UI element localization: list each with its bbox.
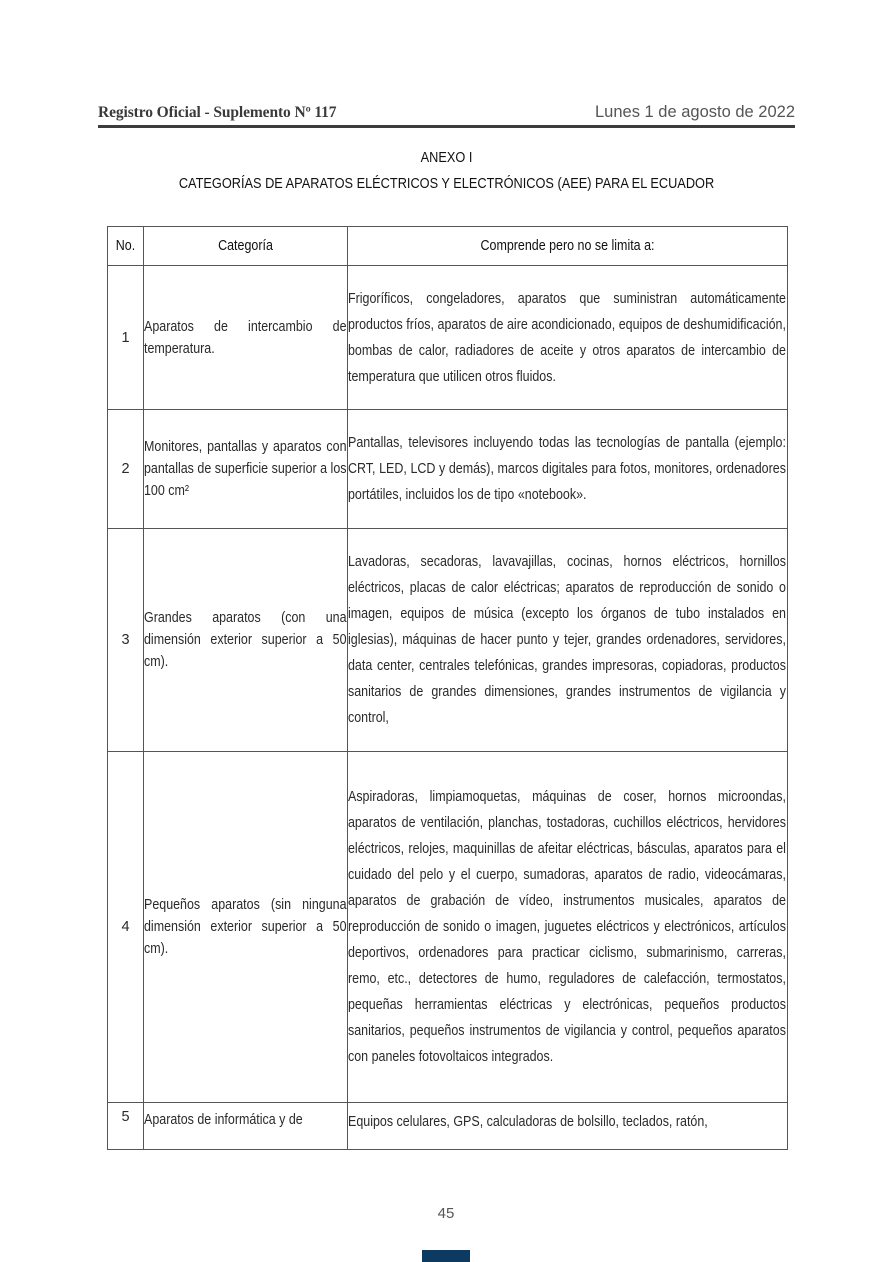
categories-table <box>107 226 788 1150</box>
page-number: 45 <box>437 1205 455 1222</box>
row-description: Aspiradoras, limpiamoquetas, máquinas de coser, hornos microondas, aparatos de ventilación, planchas, tostadoras, cuchillos eléctricos, hervidores eléctricos, relojes, maquinillas de afeitar eléctricas, básculas, aparatos para el cuidado del pelo y el cuerpo, sumadoras, aparatos de radio, videocámaras, aparatos de grabación de vídeo, instrumentos musicales, aparatos de reproducción de sonido o imagen, juguetes eléctricos y electrónicos, artículos deportivos, ordenadores para practicar ciclismo, submarinismo, carreras, remo, etc., detectores de humo, reguladores de calefacción, termostatos, pequeñas herramientas eléctricas y electrónicas, pequeños productos sanitarios, pequeños instrumentos de vigilancia y control, pequeños aparatos con paneles fotovoltaicos integrados. <box>348 752 788 1103</box>
running-header <box>98 101 795 127</box>
row-category: Grandes aparatos (con una dimensión exterior superior a 50 cm). <box>144 529 348 752</box>
publication-title: Registro Oficial - Suplemento Nº 117 <box>98 104 337 121</box>
row-description: Frigoríficos, congeladores, aparatos que suministran automáticamente productos fríos, aparatos de aire acondicionado, equipos de deshumidificación, bombas de calor, radiadores de aceite y otros aparatos de intercambio de temperatura que utilicen otros fluidos. <box>348 266 788 410</box>
row-number: 4 <box>108 752 144 1103</box>
row-number: 3 <box>108 529 144 752</box>
table-row <box>108 529 788 752</box>
annex-title: ANEXO I <box>420 150 473 166</box>
footer-bar <box>422 1250 470 1262</box>
row-description: Lavadoras, secadoras, lavavajillas, cocinas, hornos eléctricos, hornillos eléctricos, placas de calor eléctricas; aparatos de reproducción de sonido o imagen, equipos de música (excepto los órganos de tubo instalados en iglesias), máquinas de hacer punto y tejer, grandes ordenadores, servidores, data center, centrales telefónicas, grandes impresoras, copiadoras, productos sanitarios de grandes dimensiones, grandes instrumentos de vigilancia y control, <box>348 529 788 752</box>
row-description: Pantallas, televisores incluyendo todas las tecnologías de pantalla (ejemplo: CRT, LED, LCD y demás), marcos digitales para fotos, monitores, ordenadores portátiles, incluidos los de tipo «notebook». <box>348 410 788 529</box>
row-category: Aparatos de intercambio de temperatura. <box>144 266 348 410</box>
column-header-category: Categoría <box>144 227 348 266</box>
publication-date: Lunes 1 de agosto de 2022 <box>594 103 795 121</box>
header-rule <box>98 125 795 128</box>
row-description: Equipos celulares, GPS, calculadoras de bolsillo, teclados, ratón, <box>348 1103 788 1150</box>
table-row <box>108 410 788 529</box>
column-header-no: No. <box>108 227 144 266</box>
table-header-row <box>108 227 788 266</box>
row-number: 1 <box>108 266 144 410</box>
column-header-description: Comprende pero no se limita a: <box>348 227 788 266</box>
row-category: Monitores, pantallas y aparatos con pantallas de superficie superior a los 100 cm² <box>144 410 348 529</box>
table-row <box>108 266 788 410</box>
annex-subtitle: CATEGORÍAS DE APARATOS ELÉCTRICOS Y ELECTRÓNICOS (AEE) PARA EL ECUADOR <box>178 176 715 192</box>
row-category: Pequeños aparatos (sin ninguna dimensión exterior superior a 50 cm). <box>144 752 348 1103</box>
row-number: 2 <box>108 410 144 529</box>
table-row <box>108 752 788 1103</box>
row-number: 5 <box>108 1103 144 1150</box>
row-category: Aparatos de informática y de <box>144 1103 348 1150</box>
table-row <box>108 1103 788 1150</box>
